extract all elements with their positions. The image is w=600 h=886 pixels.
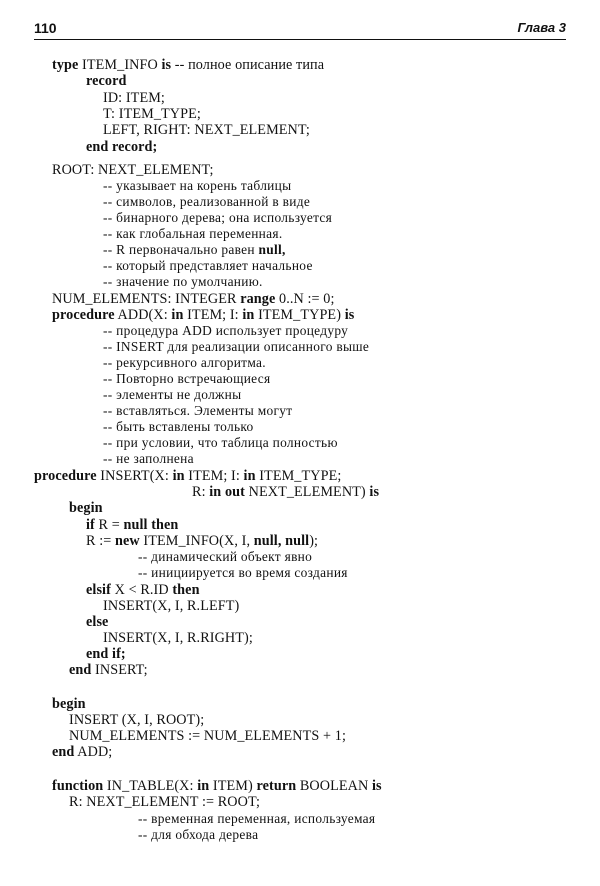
code-text: INSERT(X: xyxy=(96,468,173,484)
code-keyword: is xyxy=(161,57,172,73)
code-text: -- для обхода дерева xyxy=(138,827,259,842)
code-line xyxy=(86,73,127,89)
code-text: -- R первоначально равен xyxy=(103,242,259,257)
code-text: ITEM; I: xyxy=(183,307,243,323)
code-line xyxy=(69,500,103,516)
code-line xyxy=(69,794,260,810)
code-text: ITEM_TYPE; xyxy=(255,468,342,484)
code-comment-line xyxy=(103,194,310,210)
code-keyword: function xyxy=(52,778,104,794)
code-text: INSERT(X, I, R.RIGHT); xyxy=(103,630,253,646)
code-line xyxy=(86,582,200,598)
code-text: -- значение по умолчанию. xyxy=(103,274,263,289)
code-text: R = xyxy=(94,517,124,533)
code-keyword: begin xyxy=(52,696,86,712)
code-line xyxy=(52,291,335,307)
code-text: -- инициируется во время создания xyxy=(138,565,348,580)
code-keyword: is xyxy=(344,307,355,323)
code-line xyxy=(69,712,204,728)
code-comment-line xyxy=(103,387,241,403)
code-keyword: begin xyxy=(69,500,103,516)
code-text: ITEM_TYPE) xyxy=(254,307,345,323)
code-text: R := xyxy=(86,533,115,549)
code-line xyxy=(69,728,346,744)
code-keyword: in xyxy=(197,778,210,794)
code-text: ITEM_INFO(X, I, xyxy=(139,533,254,549)
code-text: NUM_ELEMENTS := NUM_ELEMENTS + 1; xyxy=(69,728,347,744)
code-keyword: procedure xyxy=(34,468,97,484)
code-keyword: in xyxy=(172,468,185,484)
code-text: -- элементы не должны xyxy=(103,387,242,402)
code-keyword: null, xyxy=(258,242,286,257)
code-text: ); xyxy=(309,533,319,549)
code-keyword: is xyxy=(369,484,380,500)
code-comment-line xyxy=(103,435,338,451)
code-text: -- при условии, что таблица полностью xyxy=(103,435,338,450)
code-text: ADD; xyxy=(74,744,113,760)
code-text: -- как глобальная переменная. xyxy=(103,226,283,241)
code-text: -- Повторно встречающиеся xyxy=(103,371,271,386)
code-line xyxy=(103,106,201,122)
code-keyword: record xyxy=(86,73,127,89)
code-text: -- быть вставлены только xyxy=(103,419,254,434)
page-number: 110 xyxy=(34,20,57,36)
chapter-title: Глава 3 xyxy=(517,20,566,35)
code-keyword: in xyxy=(242,307,255,323)
code-text: -- который представляет начальное xyxy=(103,258,313,273)
code-comment-line xyxy=(103,178,291,194)
code-keyword: else xyxy=(86,614,109,630)
code-text: ID: ITEM; xyxy=(103,90,165,106)
code-line xyxy=(34,468,341,484)
code-text: -- не заполнена xyxy=(103,451,194,466)
code-keyword: elsif xyxy=(86,582,111,598)
code-keyword: procedure xyxy=(52,307,115,323)
code-keyword: range xyxy=(240,291,276,307)
code-text: -- процедура ADD использует процедуру xyxy=(103,323,349,338)
code-keyword: end xyxy=(69,662,92,678)
code-comment-line xyxy=(138,549,312,565)
code-comment-line xyxy=(103,258,313,274)
code-text: -- бинарного дерева; она используется xyxy=(103,210,333,225)
code-line xyxy=(103,598,239,614)
code-comment-line xyxy=(103,242,286,258)
code-keyword: if xyxy=(86,517,95,533)
code-keyword: return xyxy=(256,778,297,794)
code-line xyxy=(86,517,178,533)
code-text: -- символов, реализованной в виде xyxy=(103,194,311,209)
code-line xyxy=(103,630,253,646)
code-keyword: in xyxy=(243,468,256,484)
code-comment-line xyxy=(103,323,348,339)
code-line xyxy=(86,614,108,630)
code-text: ROOT: NEXT_ELEMENT; xyxy=(52,162,214,178)
code-text: ADD(X: xyxy=(114,307,172,323)
code-text: T: ITEM_TYPE; xyxy=(103,106,201,122)
code-keyword: end record; xyxy=(86,139,158,155)
code-keyword: new xyxy=(115,533,140,549)
code-text: ITEM_INFO xyxy=(78,57,162,73)
code-comment-line xyxy=(103,419,254,435)
code-comment-line xyxy=(138,827,258,843)
code-comment-line xyxy=(103,210,332,226)
code-text: 0..N := 0; xyxy=(275,291,335,307)
code-line xyxy=(103,122,310,138)
code-line xyxy=(52,696,86,712)
code-text: R: xyxy=(192,484,210,500)
code-keyword: then xyxy=(172,582,200,598)
code-line xyxy=(86,533,318,549)
code-text: -- временная переменная, используемая xyxy=(138,811,376,826)
code-comment-line xyxy=(103,403,292,419)
code-text: INSERT (X, I, ROOT); xyxy=(69,712,205,728)
code-text: INSERT(X, I, R.LEFT) xyxy=(103,598,240,614)
code-text: X < R.ID xyxy=(110,582,173,598)
code-text: ITEM) xyxy=(209,778,257,794)
page-header xyxy=(34,18,566,42)
code-text: LEFT, RIGHT: NEXT_ELEMENT; xyxy=(103,122,310,138)
code-line xyxy=(52,307,354,323)
code-text: -- рекурсивного алгоритма. xyxy=(103,355,266,370)
code-line xyxy=(52,57,324,73)
code-line xyxy=(103,90,165,106)
code-keyword: type xyxy=(52,57,79,73)
code-text: R: NEXT_ELEMENT := ROOT; xyxy=(69,794,261,810)
code-keyword: end if; xyxy=(86,646,126,662)
code-line xyxy=(86,646,126,662)
code-comment-line xyxy=(138,565,348,581)
code-keyword: null then xyxy=(123,517,179,533)
code-text: ITEM; I: xyxy=(184,468,244,484)
code-line xyxy=(52,778,382,794)
code-comment-line xyxy=(103,451,194,467)
code-keyword: is xyxy=(372,778,382,794)
code-comment-line xyxy=(103,355,266,371)
code-text: -- указывает на корень таблицы xyxy=(103,178,292,193)
code-comment-line xyxy=(103,339,369,355)
code-text: -- вставляться. Элементы могут xyxy=(103,403,293,418)
code-text: NUM_ELEMENTS: INTEGER xyxy=(52,291,241,307)
code-text: BOOLEAN xyxy=(296,778,372,794)
code-keyword: null, null xyxy=(253,533,310,549)
code-keyword: in out xyxy=(209,484,245,500)
code-keyword: end xyxy=(52,744,75,760)
code-line xyxy=(52,162,214,178)
code-text: IN_TABLE(X: xyxy=(103,778,198,794)
code-keyword: in xyxy=(171,307,184,323)
header-rule xyxy=(34,39,566,40)
code-text: NEXT_ELEMENT) xyxy=(244,484,370,500)
code-line xyxy=(52,744,112,760)
code-comment-line xyxy=(103,274,263,290)
code-text: -- полное описание типа xyxy=(171,57,325,73)
code-line xyxy=(69,662,148,678)
code-comment-line xyxy=(103,226,282,242)
code-line xyxy=(192,484,379,500)
code-text: -- динамический объект явно xyxy=(138,549,313,564)
code-line xyxy=(86,139,157,155)
code-comment-line xyxy=(103,371,270,387)
code-text: -- INSERT для реализации описанного выше xyxy=(103,339,370,354)
code-text: INSERT; xyxy=(91,662,148,678)
code-comment-line xyxy=(138,811,375,827)
